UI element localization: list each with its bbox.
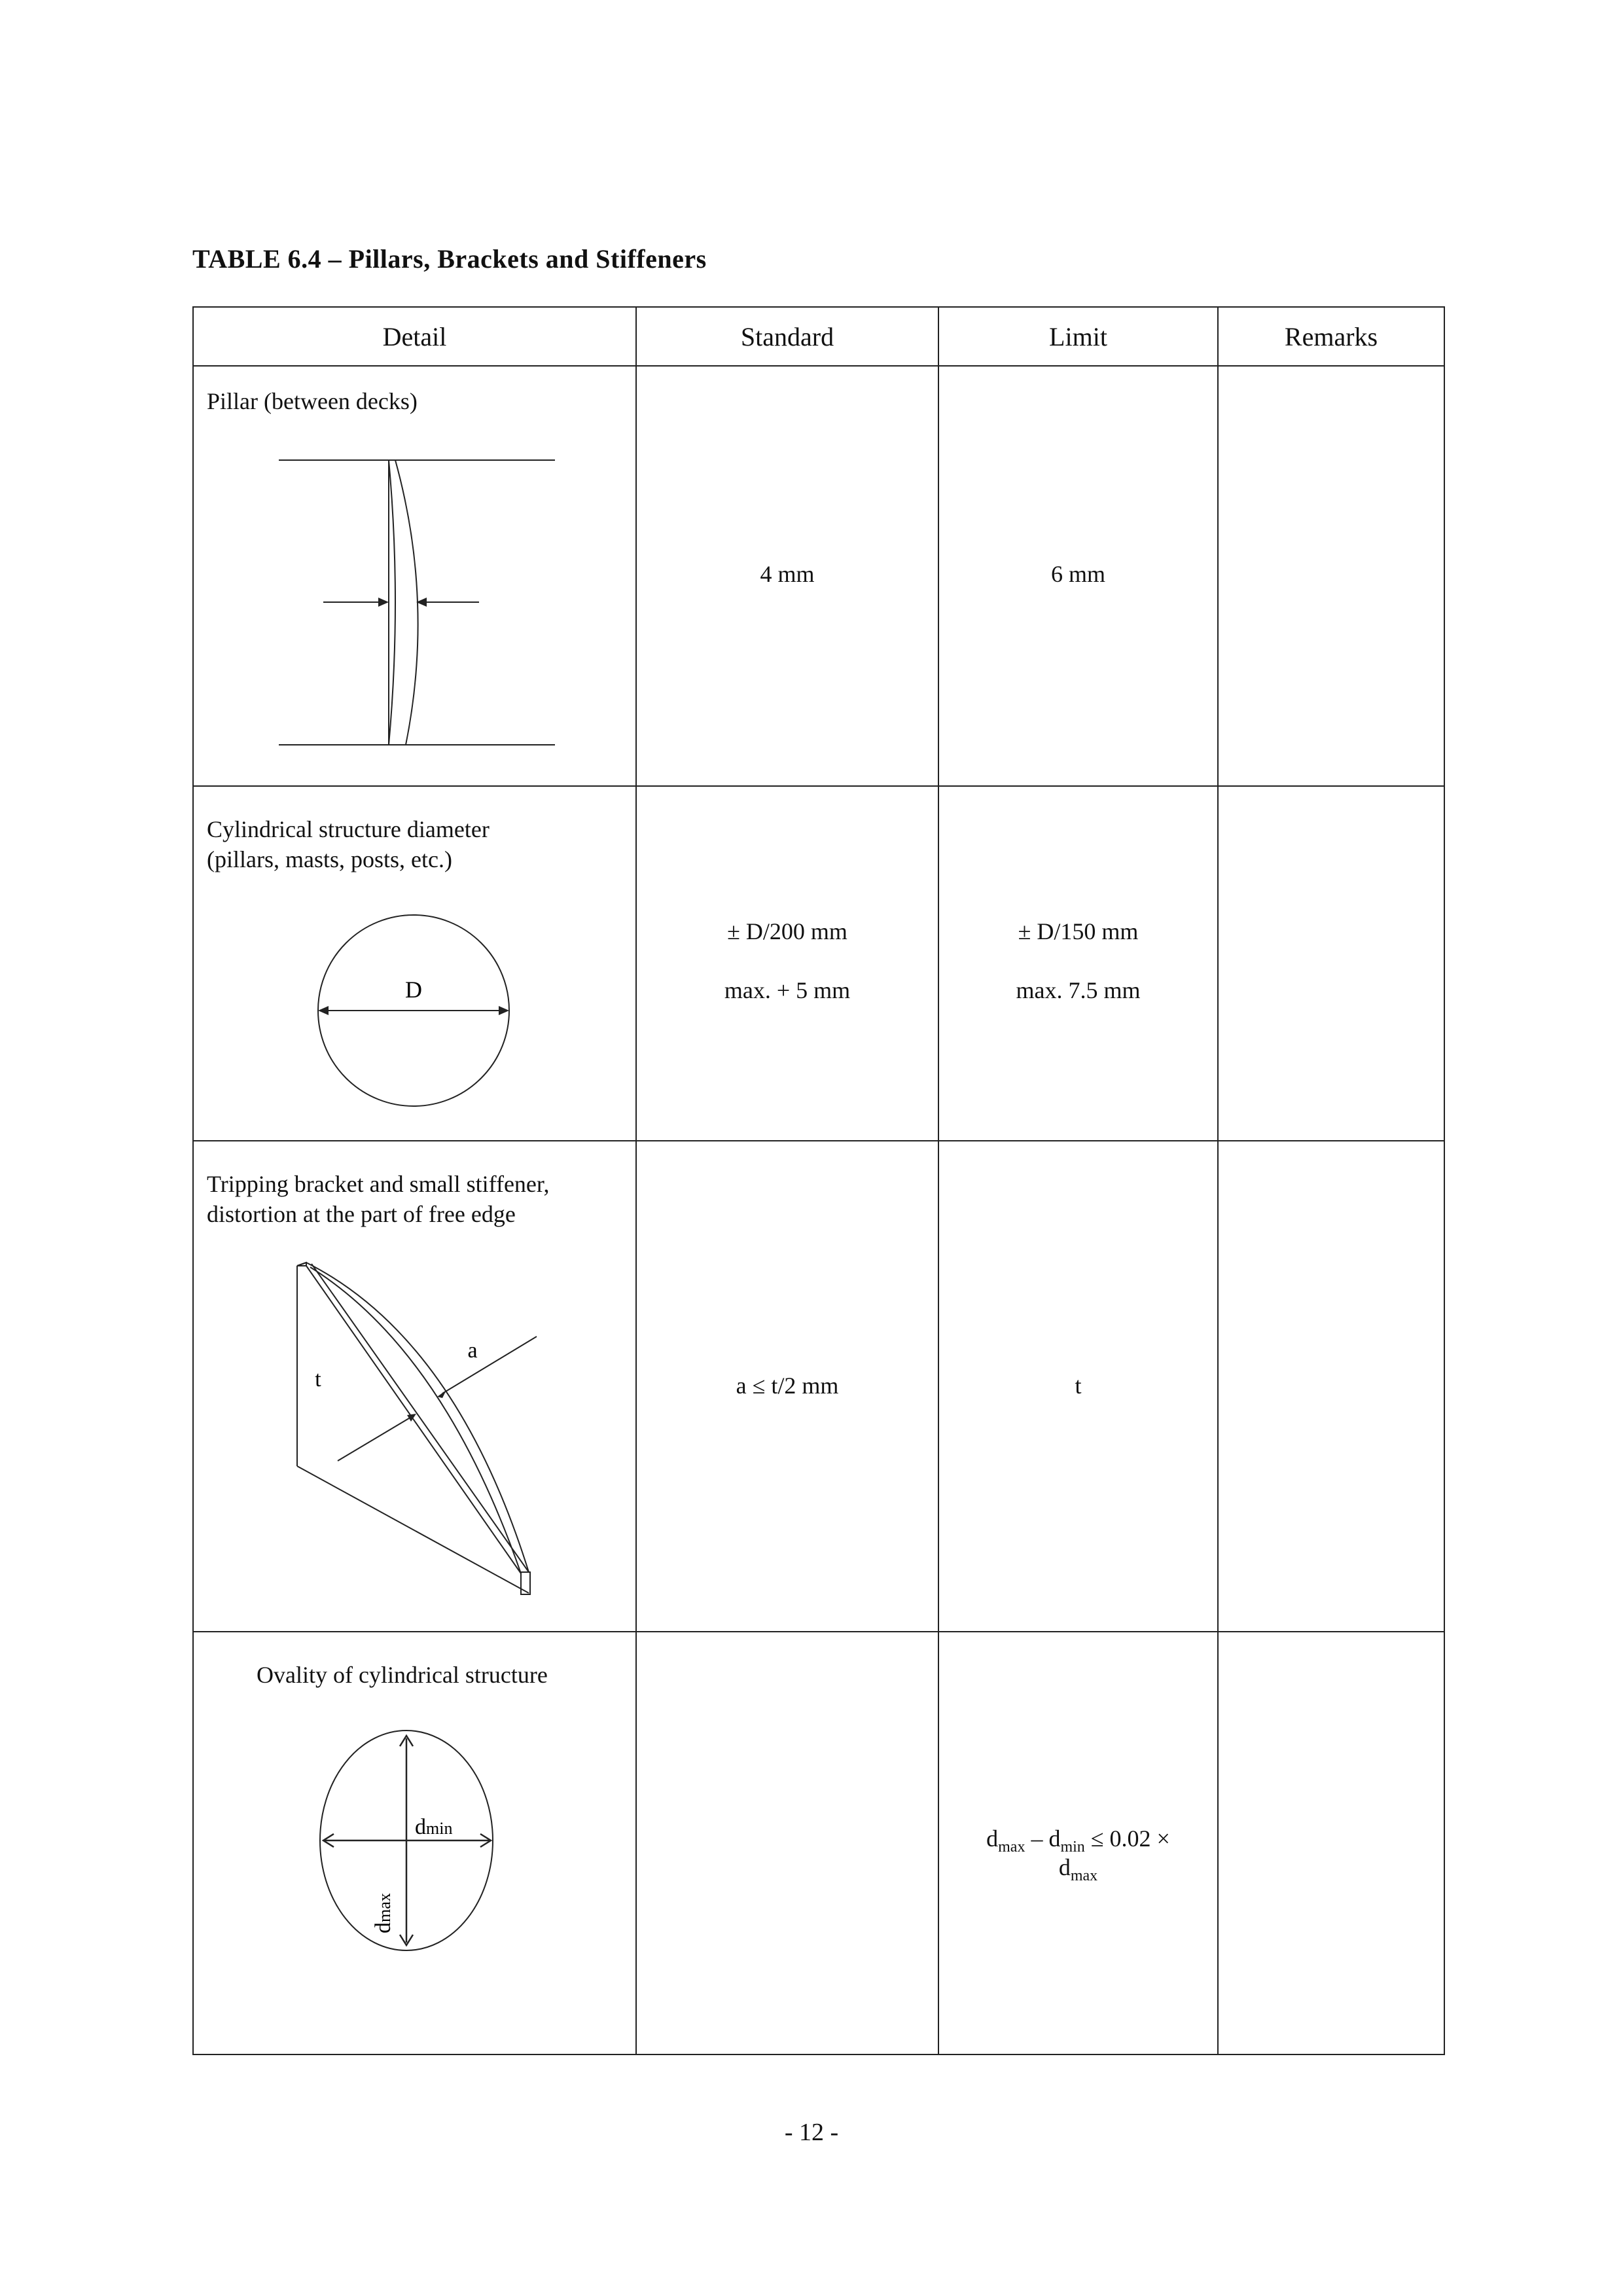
standard-cell: 4 mm: [636, 366, 938, 786]
header-remarks: Remarks: [1218, 307, 1444, 366]
bracket-diagram: [194, 1141, 637, 1631]
limit-cell: [938, 1632, 1218, 2054]
detail-label-line2: distortion at the part of free edge: [207, 1201, 516, 1227]
diameter-label: D: [405, 977, 422, 1003]
detail-label-line1: Tripping bracket and small stiffener,: [207, 1171, 550, 1197]
limit-cell: ± D/150 mm max. 7.5 mm: [938, 786, 1218, 1141]
detail-label-line1: Cylindrical structure diameter: [207, 816, 490, 842]
detail-label: Ovality of cylindrical structure: [257, 1662, 548, 1688]
standard-cell: [636, 1632, 938, 2054]
limit-cell: 6 mm: [938, 366, 1218, 786]
detail-cell: [193, 366, 636, 786]
circle-diameter-diagram: [194, 787, 637, 1140]
dmax-label: dmax: [371, 1893, 395, 1933]
remarks-cell: [1218, 366, 1444, 786]
header-detail: Detail: [193, 307, 636, 366]
remarks-cell: [1218, 786, 1444, 1141]
header-standard: Standard: [636, 307, 938, 366]
table-header-row: [193, 307, 1444, 366]
table-row: [193, 1141, 1444, 1632]
thickness-label: t: [315, 1367, 321, 1391]
table-title: TABLE 6.4 – Pillars, Brackets and Stiffeners: [192, 244, 707, 274]
detail-cell: [193, 1141, 636, 1632]
pillar-diagram: [194, 367, 637, 785]
detail-cell: [193, 786, 636, 1141]
ovality-limit-formula-line2: $d_{max}$: [1058, 1854, 1098, 1885]
table-row: [193, 366, 1444, 786]
tolerance-table: [192, 306, 1445, 2055]
detail-label: Pillar (between decks): [207, 388, 418, 414]
header-limit: Limit: [938, 307, 1218, 366]
ovality-diagram: [194, 1632, 637, 2054]
limit-cell: t: [938, 1141, 1218, 1632]
detail-cell: [193, 1632, 636, 2054]
page-number: - 12 -: [784, 2119, 839, 2146]
detail-label-line2: (pillars, masts, posts, etc.): [207, 846, 452, 872]
table-row: [193, 1632, 1444, 2054]
dmin-label: dmin: [415, 1815, 453, 1839]
table-row: [193, 786, 1444, 1141]
remarks-cell: [1218, 1141, 1444, 1632]
standard-cell: ± D/200 mm max. + 5 mm: [636, 786, 938, 1141]
standard-cell: a ≤ t/2 mm: [636, 1141, 938, 1632]
remarks-cell: [1218, 1632, 1444, 2054]
distortion-label: a: [467, 1338, 478, 1363]
ovality-limit-formula: $d_{max} - d_{min} \le 0.02$ ×: [986, 1825, 1170, 1856]
